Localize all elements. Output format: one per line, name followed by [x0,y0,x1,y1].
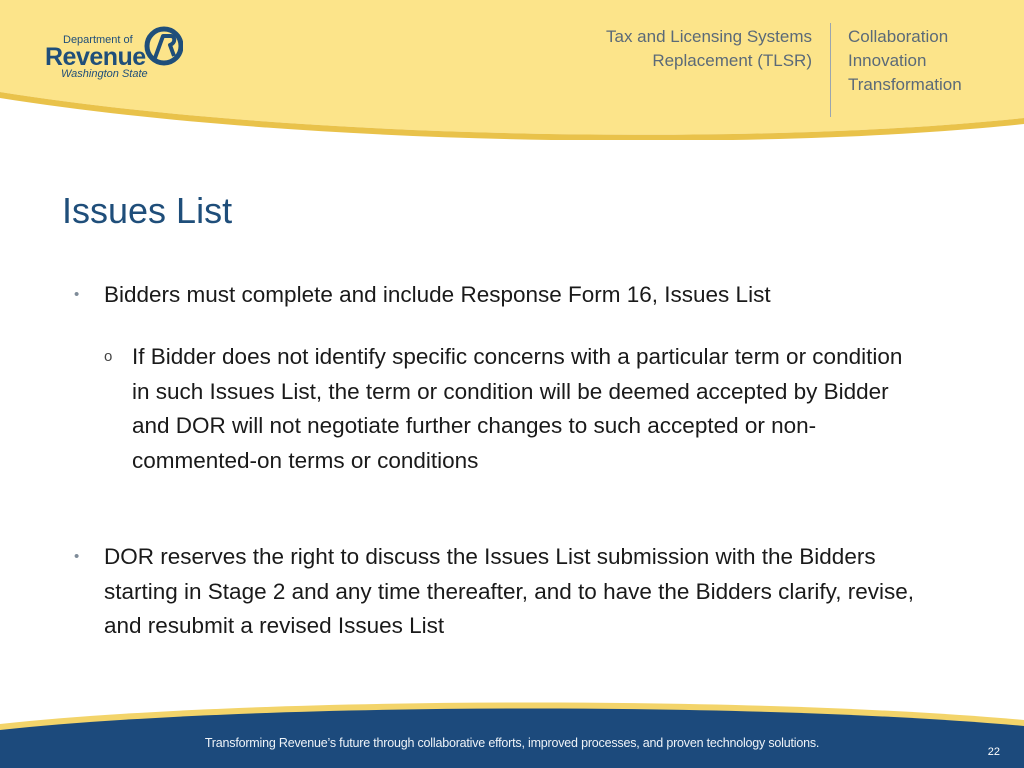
dor-logo [45,22,195,84]
tagline-collaboration: Collaboration [848,27,949,46]
header-tagline [848,25,1018,97]
logo-department-text: Department of [63,34,133,46]
footer-tagline: Transforming Revenue’s future through collaborative efforts, improved processes, and proven technology solutions. [204,736,820,750]
tagline-transformation: Transformation [848,75,962,94]
bullet-text: DOR reserves the right to discuss the Issues List submission with the Bidders starting in Stage 2 and any time thereafter, and to have the Bidders clarify, revise, and resubmit a revised Issues List [104,544,915,638]
sub-bullet-text: If Bidder does not identify specific concerns with a particular term or condition in such Issues List, the term or condition will be deemed accepted by Bidder and DOR will not negotiate further changes to such accepted or non-commented-on terms or conditions [132,344,903,473]
header-divider [830,23,831,117]
footer-band [0,690,1024,768]
program-name [552,25,812,73]
page-number: 22 [987,746,1000,758]
sub-bullet-item [104,340,924,478]
bullet-dot-icon: • [74,548,80,565]
bullet-item [74,540,934,644]
sub-bullet-circle-icon: o [104,348,113,365]
bullet-dot-icon: • [74,286,80,303]
program-line-1: Tax and Licensing Systems [606,27,812,46]
program-line-2: Replacement (TLSR) [652,51,812,70]
logo-state-text: Washington State [61,68,148,80]
tagline-innovation: Innovation [848,51,927,70]
bullet-item [74,278,934,313]
bullet-text: Bidders must complete and include Response Form 16, Issues List [104,282,771,307]
logo-mark-icon [141,24,183,68]
logo-revenue-text: Revenue [45,43,146,71]
slide-title: Issues List [62,190,233,231]
